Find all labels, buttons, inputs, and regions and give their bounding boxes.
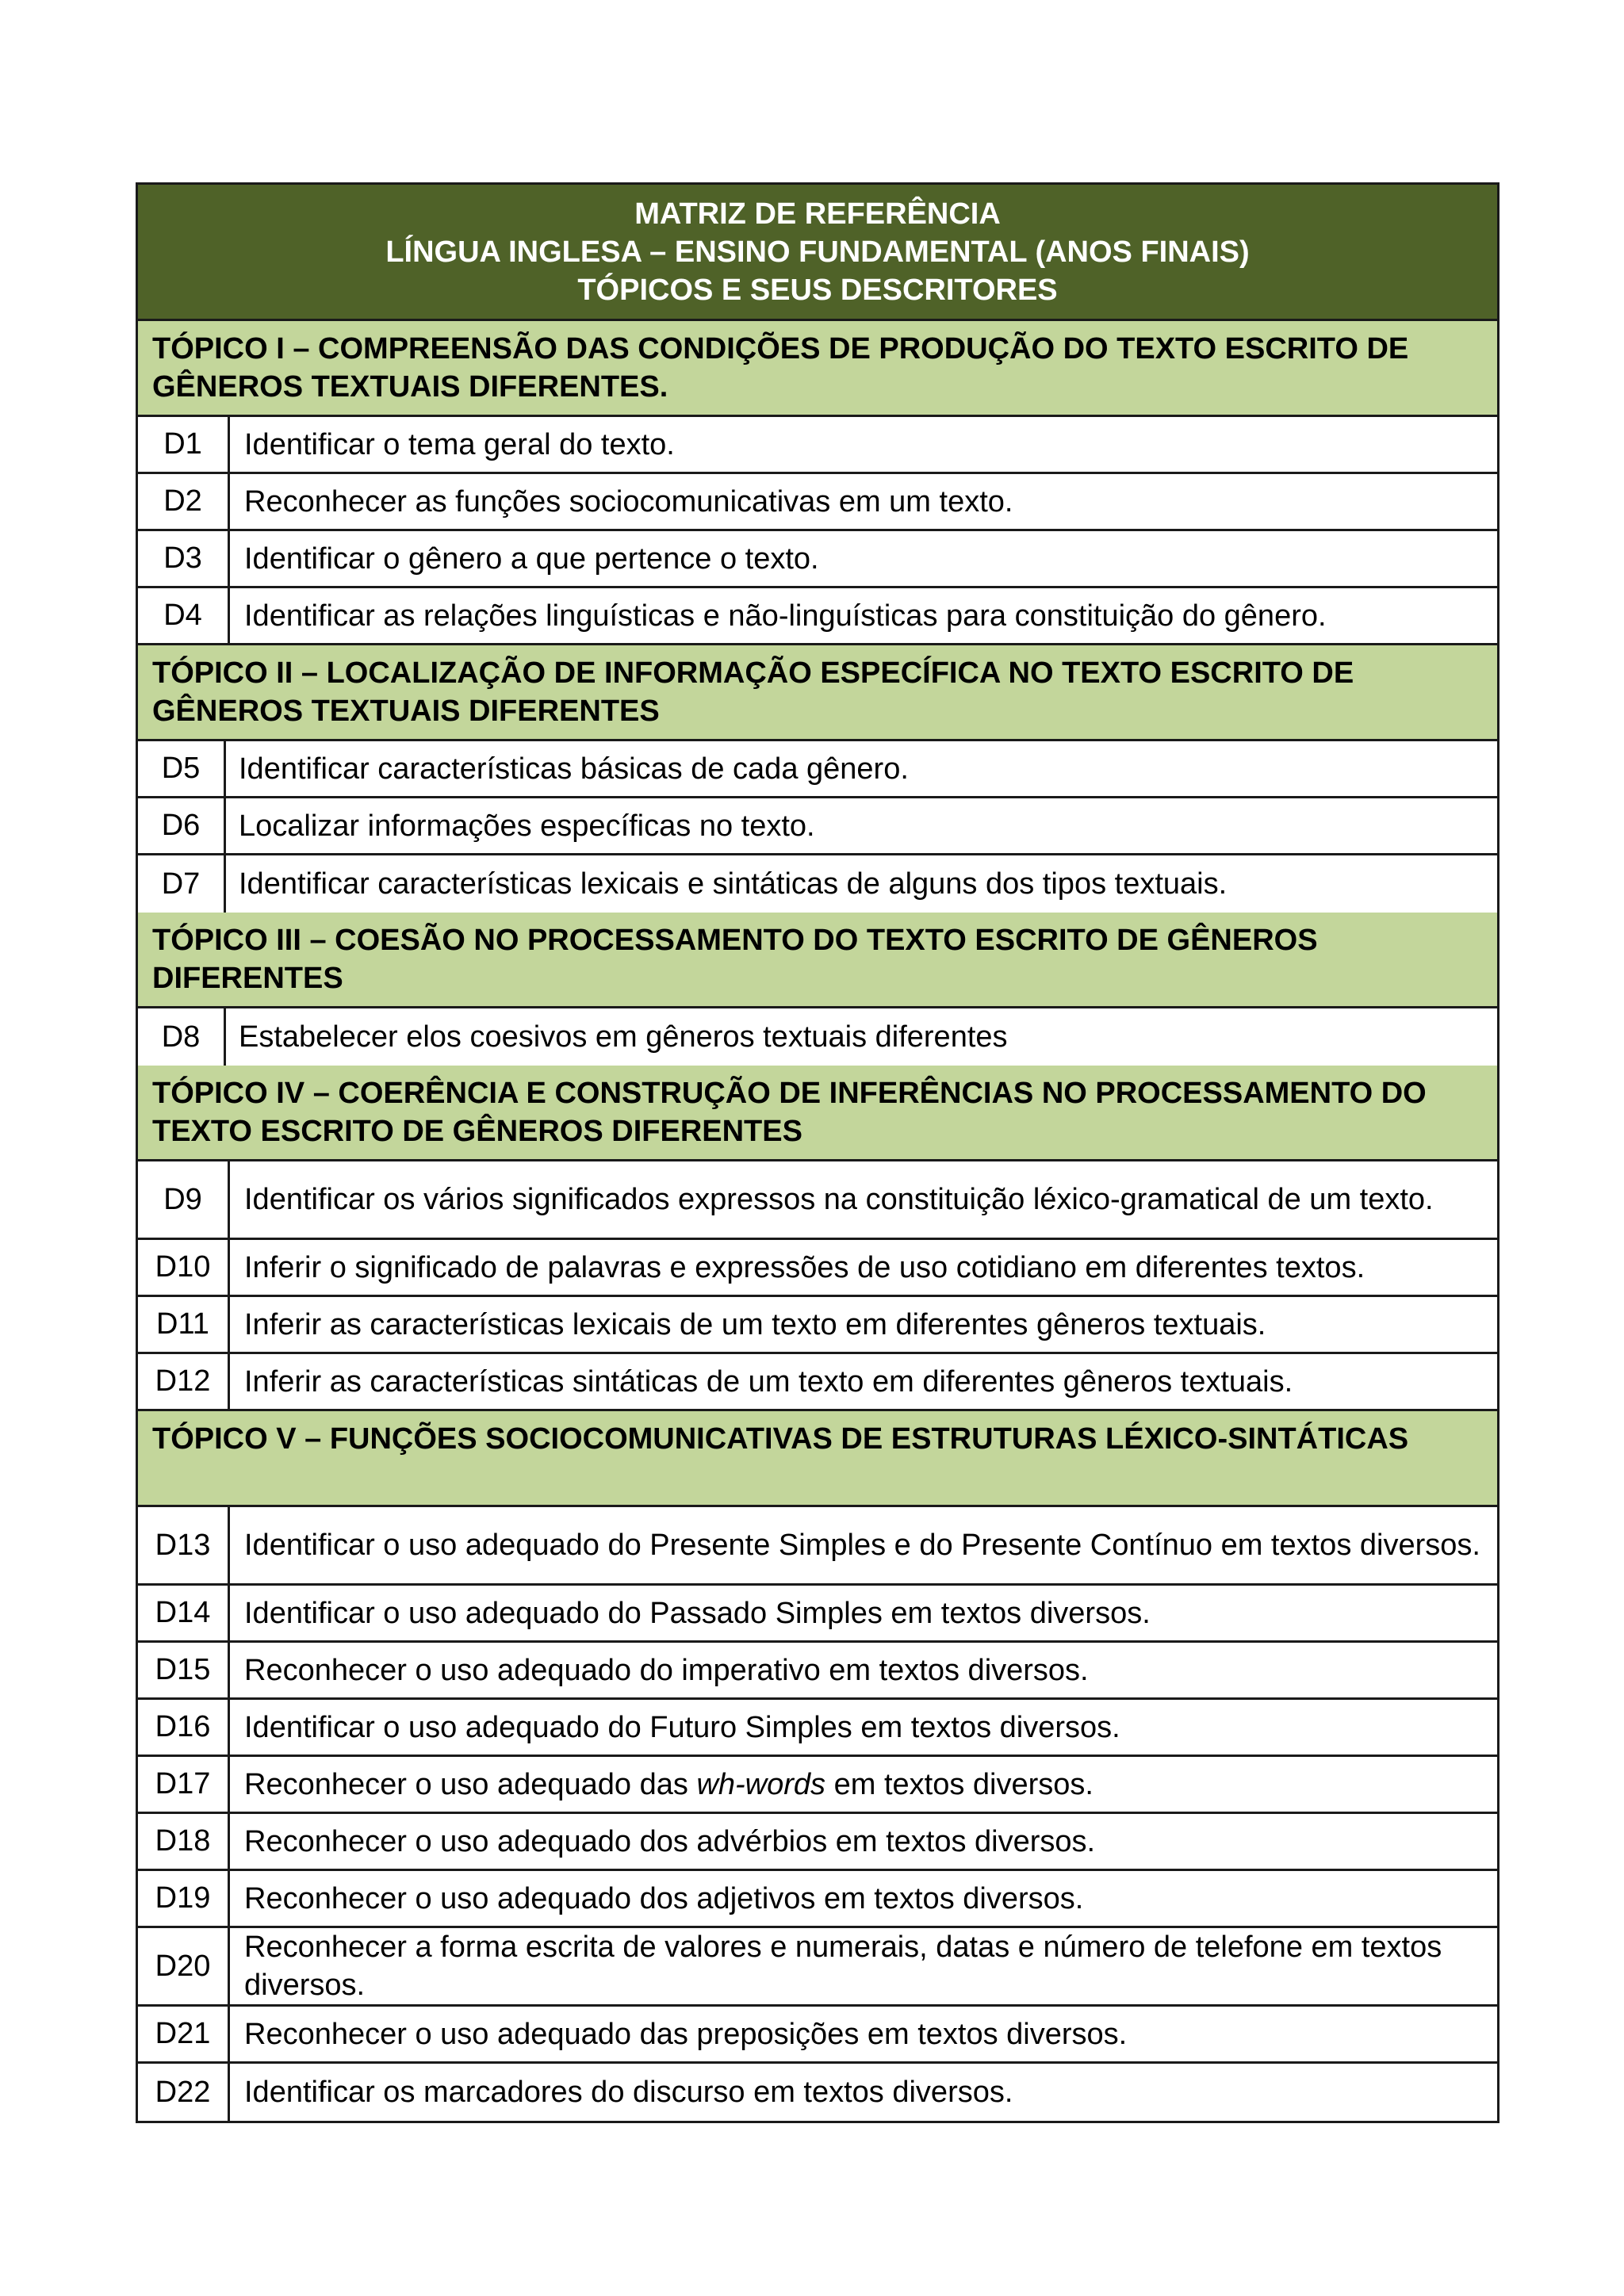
topic-heading-5: TÓPICO V – FUNÇÕES SOCIOCOMUNICATIVAS DE ESTRUTURAS LÉXICO-SINTÁTICAS bbox=[138, 1411, 1497, 1507]
descriptor-row bbox=[138, 2007, 1497, 2064]
descriptor-row bbox=[138, 1354, 1497, 1411]
descriptor-text: Estabelecer elos coesivos em gêneros textuais diferentes bbox=[239, 1020, 1008, 1054]
descriptor-code: D9 bbox=[138, 1161, 230, 1238]
header-title: MATRIZ DE REFERÊNCIA bbox=[634, 197, 1001, 231]
descriptor-text: Identificar o uso adequado do Passado Simples em textos diversos. bbox=[244, 1596, 1151, 1630]
descriptor-text-start: Reconhecer o uso adequado das bbox=[244, 1767, 697, 1801]
descriptor-text: Inferir as características sintáticas de um texto em diferentes gêneros textuais. bbox=[244, 1364, 1293, 1399]
topic-heading-2: TÓPICO II – LOCALIZAÇÃO DE INFORMAÇÃO ESPECÍFICA NO TEXTO ESCRITO DE GÊNEROS TEXTUAIS DIFERENTES bbox=[138, 645, 1497, 741]
descriptor-code: D13 bbox=[138, 1507, 230, 1583]
descriptor-row bbox=[138, 1814, 1497, 1871]
descriptor-code: D2 bbox=[138, 474, 230, 529]
descriptor-code: D4 bbox=[138, 588, 230, 643]
descriptor-code: D22 bbox=[138, 2064, 230, 2121]
descriptor-code: D11 bbox=[138, 1297, 230, 1352]
descriptor-text: Reconhecer as funções sociocomunicativas em um texto. bbox=[244, 484, 1013, 519]
descriptor-code: D15 bbox=[138, 1643, 230, 1697]
descriptor-row bbox=[138, 1240, 1497, 1297]
descriptor-code: D16 bbox=[138, 1700, 230, 1755]
descriptor-text: Identificar os vários significados expressos na constituição léxico-gramatical de um texto. bbox=[244, 1183, 1434, 1216]
descriptor-text: Reconhecer o uso adequado dos adjetivos em textos diversos. bbox=[244, 1881, 1084, 1915]
descriptor-code: D6 bbox=[138, 798, 226, 853]
descriptor-text: Identificar o tema geral do texto. bbox=[244, 427, 675, 461]
descriptor-row bbox=[138, 588, 1497, 645]
descriptor-text: Inferir o significado de palavras e expressões de uso cotidiano em diferentes textos. bbox=[244, 1250, 1365, 1284]
descriptor-row bbox=[138, 798, 1497, 855]
descriptor-text: Identificar características lexicais e sintáticas de alguns dos tipos textuais. bbox=[239, 867, 1228, 901]
matrix-header bbox=[138, 185, 1497, 321]
header-caption: TÓPICOS E SEUS DESCRITORES bbox=[577, 274, 1058, 307]
descriptor-text: Reconhecer a forma escrita de valores e numerais, datas e número de telefone em textos diversos. bbox=[244, 1931, 1442, 2002]
descriptor-row bbox=[138, 1928, 1497, 2007]
descriptor-text: Reconhecer o uso adequado dos advérbios em textos diversos. bbox=[244, 1824, 1096, 1858]
descriptor-row bbox=[138, 531, 1497, 588]
descriptor-code: D21 bbox=[138, 2007, 230, 2061]
descriptor-code: D20 bbox=[138, 1928, 230, 2004]
descriptor-text: Identificar o uso adequado do Presente Simples e do Presente Contínuo em textos diversos. bbox=[244, 1529, 1480, 1562]
reference-matrix-table bbox=[136, 182, 1500, 2123]
descriptor-text: Inferir as características lexicais de um texto em diferentes gêneros textuais. bbox=[244, 1307, 1266, 1341]
header-subtitle: LÍNGUA INGLESA – ENSINO FUNDAMENTAL (ANOS FINAIS) bbox=[385, 235, 1250, 269]
descriptor-code: D1 bbox=[138, 417, 230, 472]
descriptor-row bbox=[138, 1008, 1497, 1066]
descriptor-text: Identificar características básicas de cada gênero. bbox=[239, 752, 909, 786]
descriptor-row bbox=[138, 1161, 1497, 1240]
descriptor-code: D19 bbox=[138, 1871, 230, 1926]
descriptor-code: D5 bbox=[138, 741, 226, 796]
descriptor-text: Identificar os marcadores do discurso em textos diversos. bbox=[244, 2076, 1013, 2109]
descriptor-text: Reconhecer o uso adequado das preposições em textos diversos. bbox=[244, 2017, 1128, 2051]
descriptor-row bbox=[138, 2064, 1497, 2121]
descriptor-code: D7 bbox=[138, 855, 226, 913]
descriptor-row bbox=[138, 1297, 1497, 1354]
topic-heading-3: TÓPICO III – COESÃO NO PROCESSAMENTO DO TEXTO ESCRITO DE GÊNEROS DIFERENTES bbox=[138, 913, 1497, 1008]
descriptor-row bbox=[138, 417, 1497, 474]
descriptor-text: Localizar informações específicas no texto. bbox=[239, 809, 815, 843]
descriptor-row bbox=[138, 1643, 1497, 1700]
descriptor-text: Reconhecer o uso adequado do imperativo em textos diversos. bbox=[244, 1653, 1089, 1687]
descriptor-row bbox=[138, 1871, 1497, 1928]
descriptor-code: D8 bbox=[138, 1008, 226, 1066]
descriptor-text: Identificar o uso adequado do Futuro Simples em textos diversos. bbox=[244, 1710, 1120, 1744]
descriptor-code: D18 bbox=[138, 1814, 230, 1869]
topic-heading-1: TÓPICO I – COMPREENSÃO DAS CONDIÇÕES DE PRODUÇÃO DO TEXTO ESCRITO DE GÊNEROS TEXTUAIS DIFERENTES. bbox=[138, 321, 1497, 417]
topic-heading-4: TÓPICO IV – COERÊNCIA E CONSTRUÇÃO DE INFERÊNCIAS NO PROCESSAMENTO DO TEXTO ESCRITO DE GÊNEROS DIFERENTES bbox=[138, 1066, 1497, 1161]
descriptor-row bbox=[138, 1757, 1497, 1814]
descriptor-row bbox=[138, 474, 1497, 531]
descriptor-text-end: em textos diversos. bbox=[825, 1767, 1094, 1801]
descriptor-text bbox=[230, 1757, 1497, 1812]
descriptor-row bbox=[138, 1700, 1497, 1757]
descriptor-text: Identificar o gênero a que pertence o texto. bbox=[244, 541, 819, 576]
descriptor-code: D12 bbox=[138, 1354, 230, 1409]
descriptor-code: D17 bbox=[138, 1757, 230, 1812]
descriptor-row bbox=[138, 1586, 1497, 1643]
descriptor-row bbox=[138, 1507, 1497, 1586]
descriptor-code: D14 bbox=[138, 1586, 230, 1640]
descriptor-text-italic: wh-words bbox=[696, 1767, 826, 1801]
descriptor-row bbox=[138, 855, 1497, 913]
descriptor-row bbox=[138, 741, 1497, 798]
descriptor-text: Identificar as relações linguísticas e não-linguísticas para constituição do gênero. bbox=[244, 599, 1327, 633]
descriptor-code: D10 bbox=[138, 1240, 230, 1295]
descriptor-code: D3 bbox=[138, 531, 230, 586]
